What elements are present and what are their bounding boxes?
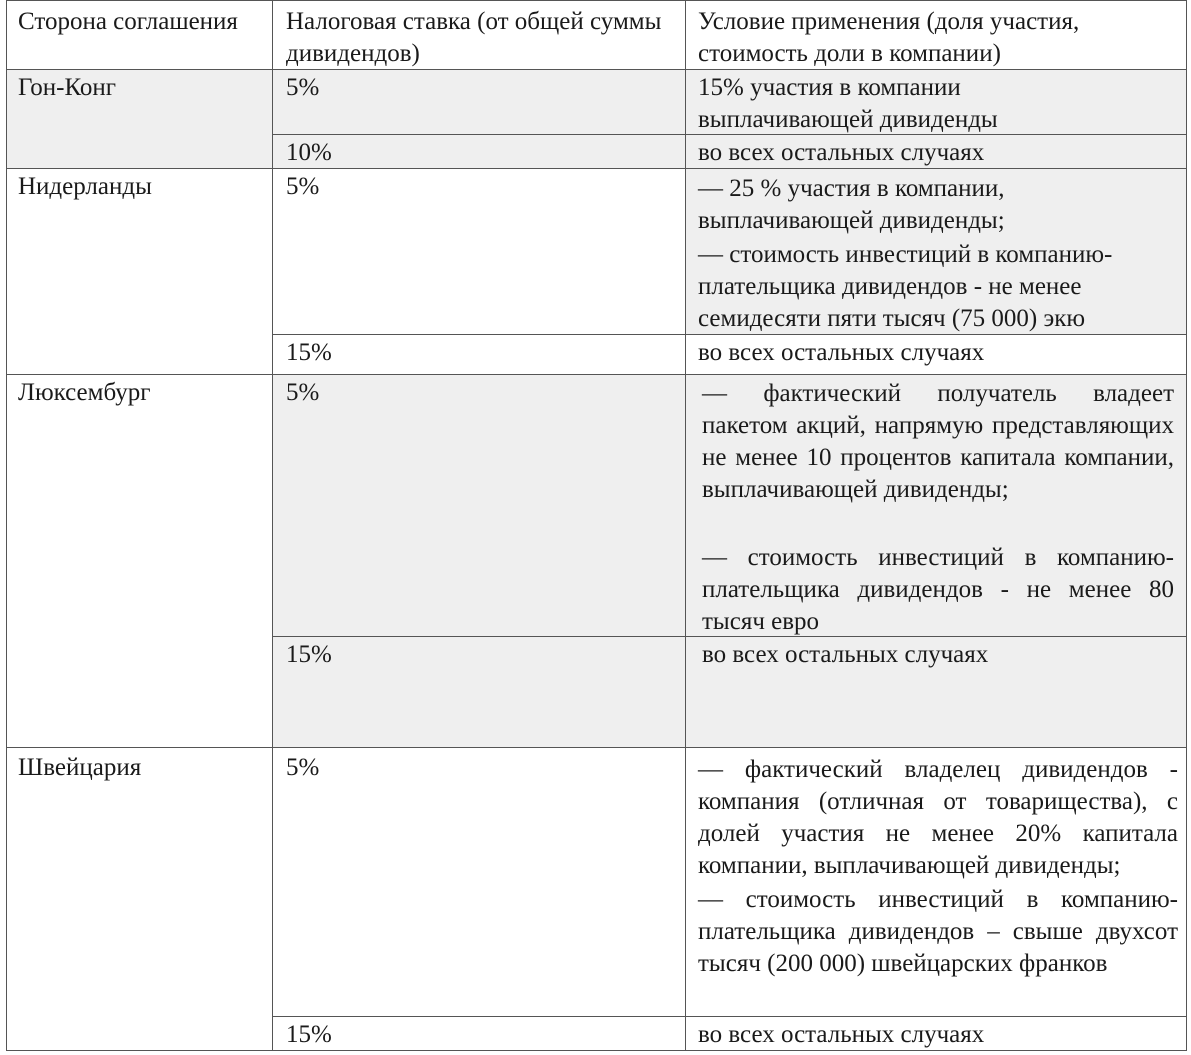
condition-nl-15: во всех остальных случаях (698, 339, 985, 366)
rate-hk-5: 5% (286, 74, 320, 101)
condition-ch-5-item2: — стоимость инвестиций в компанию-плательщика дивидендов – свыше двухсот тысяч (200 000) швейцарских франков (698, 886, 1178, 977)
condition-ch-15: во всех остальных случаях (698, 1021, 985, 1048)
shade-lu-rate-5 (272, 374, 685, 636)
header-party: Сторона соглашения (18, 8, 238, 35)
border-nl-bottom (6, 374, 1187, 375)
condition-lu-15: во всех остальных случаях (702, 641, 989, 668)
country-netherlands: Нидерланды (18, 173, 152, 200)
rate-hk-10: 10% (286, 139, 332, 166)
country-luxembourg: Люксембург (18, 379, 151, 406)
rate-ch-5: 5% (286, 754, 320, 781)
country-switzerland: Швейцария (18, 754, 142, 781)
condition-hk-10: во всех остальных случаях (698, 139, 985, 166)
shade-hk-rate-5 (272, 69, 685, 134)
tax-rates-table (6, 0, 1187, 1051)
border-right (1186, 0, 1187, 1051)
border-left (6, 0, 7, 1051)
rate-nl-5: 5% (286, 173, 320, 200)
border-col-2 (272, 0, 273, 1051)
shade-lu-rate-15 (272, 636, 685, 747)
condition-lu-5-item1: — фактический получатель владеет пакетом акций, напрямую представляющих не менее 10 процентов капитала компании, выплачивающей дивиденды; (702, 380, 1174, 503)
condition-hk-5-line1: 15% участия в компании (698, 74, 961, 101)
header-condition: Условие применения (доля участия, стоимость доли в компании) (698, 8, 1080, 67)
border-ch-split (272, 1016, 1187, 1017)
rate-lu-5: 5% (286, 379, 320, 406)
condition-ch-5-item1: — фактический владелец дивидендов - компания (отличная от товарищества), с долей участия не менее 20% капитала компании, выплачивающей дивиденды; (698, 756, 1178, 879)
condition-lu-5-item2: — стоимость инвестиций в компанию-плательщика дивидендов - не менее 80 тысяч евро (702, 544, 1174, 635)
condition-hk-5-line2: выплачивающей дивиденды (698, 106, 998, 133)
shade-hk-rate-10 (272, 134, 685, 168)
border-bottom (6, 1050, 1187, 1051)
border-hk-bottom (6, 168, 1187, 169)
condition-nl-5-item1: — 25 % участия в компании, выплачивающей дивиденды; (698, 175, 1005, 234)
header-rate: Налоговая ставка (от общей суммы дивидендов) (286, 8, 662, 67)
rate-ch-15: 15% (286, 1021, 332, 1048)
condition-nl-5-item2: — стоимость инвестиций в компанию-плательщика дивидендов - не менее семидесяти пяти тысяч (75 000) экю (698, 241, 1113, 332)
rate-nl-15: 15% (286, 339, 332, 366)
border-col-3 (685, 0, 686, 1051)
rate-lu-15: 15% (286, 641, 332, 668)
country-hong-kong: Гон-Конг (18, 74, 117, 101)
border-lu-bottom (6, 747, 1187, 748)
border-top (6, 0, 1187, 1)
